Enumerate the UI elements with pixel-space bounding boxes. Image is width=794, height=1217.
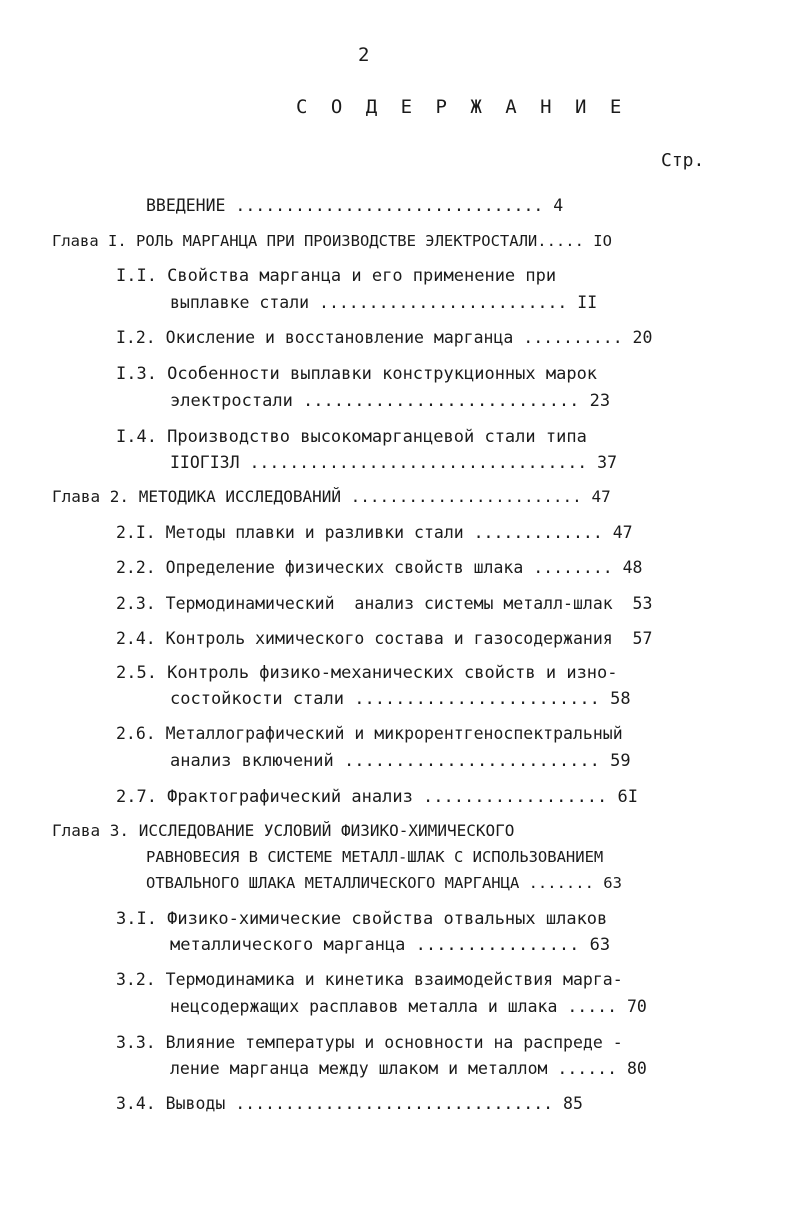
toc-line: I.2. Окисление и восстановление марганца .......... 20 <box>116 328 653 347</box>
toc-line: I.I. Свойства марганца и его применение при <box>116 266 557 286</box>
toc-line: 2.3. Термодинамический анализ системы металл-шлак 53 <box>116 594 653 613</box>
toc-line: электростали ........................... 23 <box>170 391 611 411</box>
toc-line: ление марганца между шлаком и металлом ...... 80 <box>170 1059 647 1078</box>
toc-line: 2.I. Методы плавки и разливки стали ............. 47 <box>116 523 633 542</box>
toc-line: состойкости стали ........................ 58 <box>170 689 631 709</box>
toc-line: ОТВАЛЬНОГО ШЛАКА МЕТАЛЛИЧЕСКОГО МАРГАНЦА ....... 63 <box>146 874 622 892</box>
toc-line: 2.7. Фрактографический анализ .................. 6I <box>116 787 638 807</box>
page-number: 2 <box>358 44 370 66</box>
toc-line: 3.4. Выводы ................................ 85 <box>116 1094 583 1113</box>
contents-heading: С О Д Е Р Ж А Н И Е <box>296 96 628 118</box>
toc-line: металлического марганца ................ 63 <box>170 935 611 955</box>
toc-line: РАВНОВЕСИЯ В СИСТЕМЕ МЕТАЛЛ-ШЛАК С ИСПОЛЬЗОВАНИЕМ <box>146 848 604 866</box>
toc-line: 2.4. Контроль химического состава и газосодержания 57 <box>116 629 653 648</box>
toc-line: I.4. Производство высокомарганцевой стали типа <box>116 427 587 447</box>
page-column-label: Стр. <box>661 150 705 171</box>
toc-line: 2.6. Металлографический и микрорентгеноспектральный <box>116 724 623 743</box>
toc-line: Глава 2. МЕТОДИКА ИССЛЕДОВАНИЙ ........................ 47 <box>52 487 611 506</box>
toc-line: Глава I. РОЛЬ МАРГАНЦА ПРИ ПРОИЗВОДСТВЕ ЭЛЕКТРОСТАЛИ..... IO <box>52 232 612 250</box>
toc-line: 3.2. Термодинамика и кинетика взаимодействия марга- <box>116 970 623 989</box>
toc-line: ВВЕДЕНИЕ ............................... 4 <box>146 196 564 215</box>
toc-line: I.3. Особенности выплавки конструкционных марок <box>116 364 598 384</box>
toc-line: Глава 3. ИССЛЕДОВАНИЕ УСЛОВИЙ ФИЗИКО-ХИМИЧЕСКОГО <box>52 821 515 840</box>
toc-line: 3.I. Физико-химические свойства отвальных шлаков <box>116 909 608 929</box>
toc-line: нецсодержащих расплавов металла и шлака ..... 70 <box>170 997 647 1016</box>
toc-line: 2.5. Контроль физико-механических свойств и изно- <box>116 663 618 683</box>
toc-line: анализ включений ......................... 59 <box>170 751 631 771</box>
toc-line: выплавке стали ......................... II <box>170 293 598 312</box>
toc-line: IIOГI3Л .................................. 37 <box>170 453 618 472</box>
toc-line: 3.3. Влияние температуры и основности на распреде - <box>116 1033 623 1052</box>
toc-line: 2.2. Определение физических свойств шлака ........ 48 <box>116 558 643 577</box>
